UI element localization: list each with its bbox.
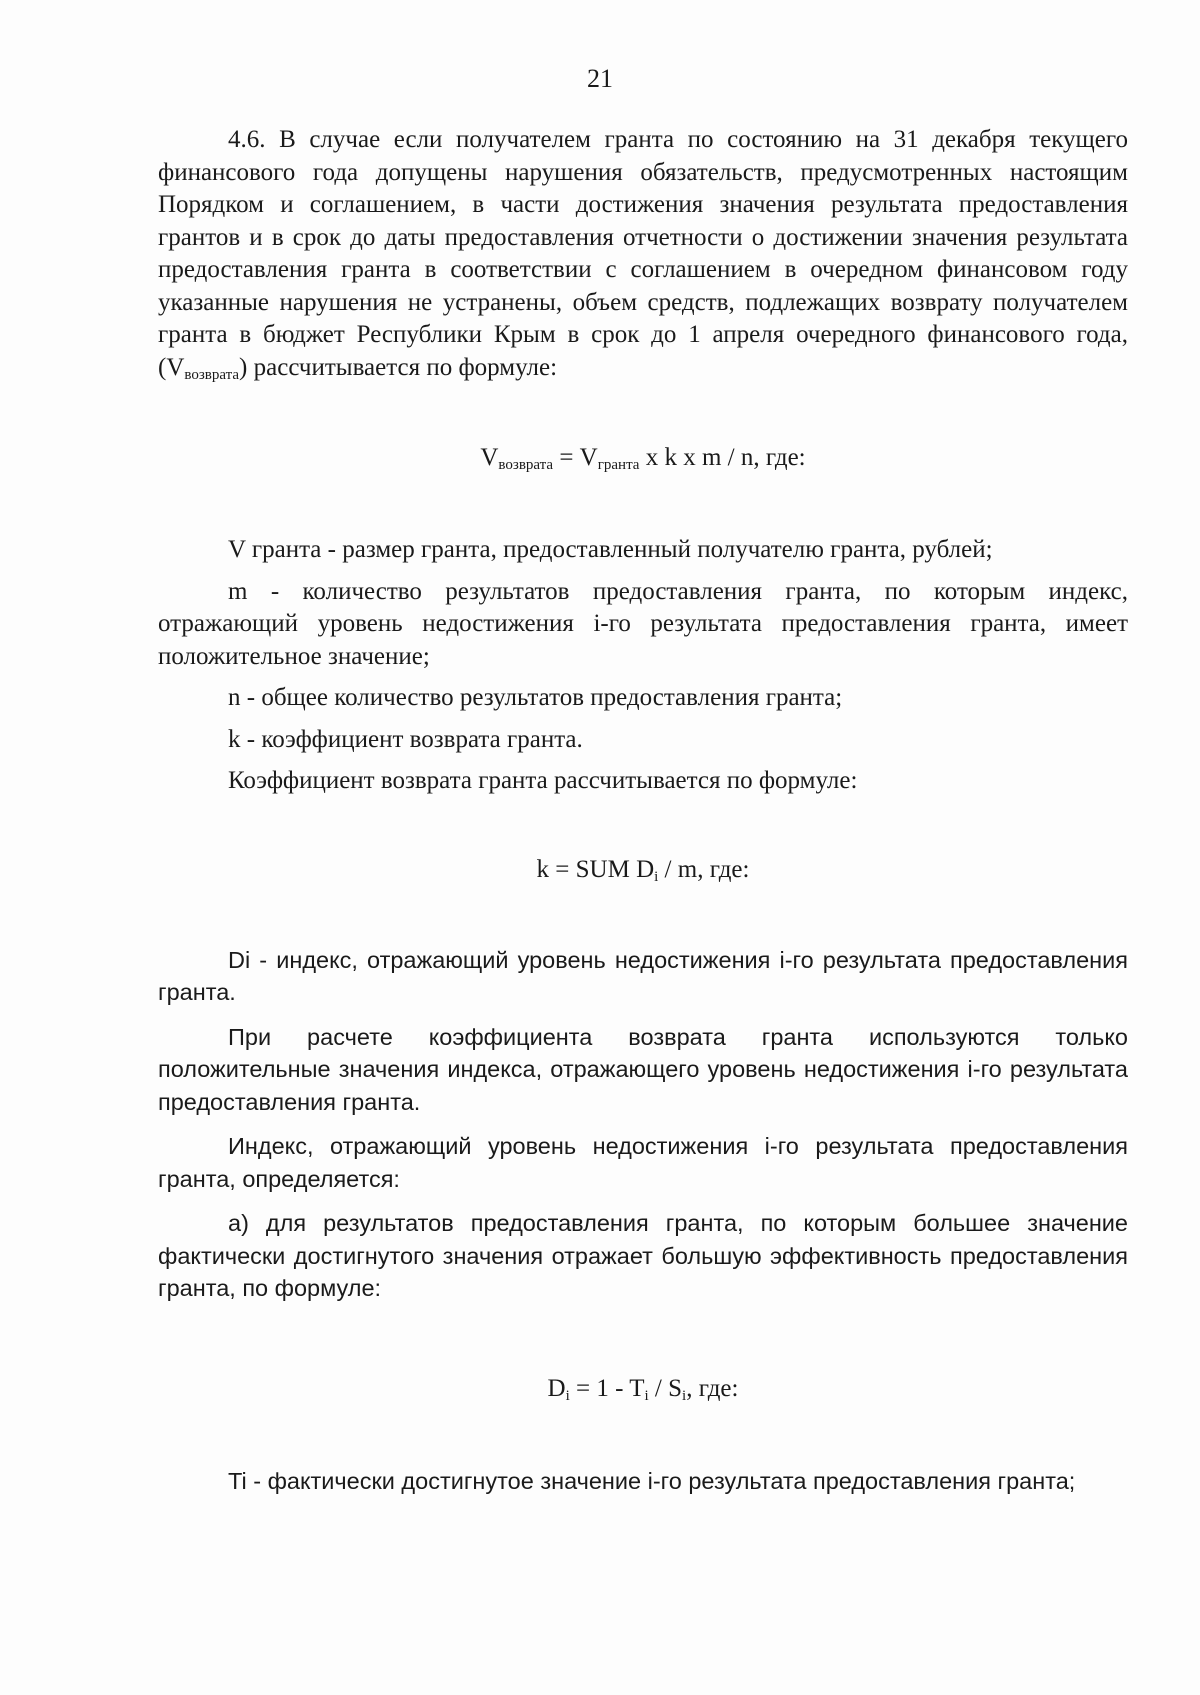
formula-v-eq: = V bbox=[553, 444, 598, 471]
paragraph-4-6 bbox=[158, 124, 1128, 384]
k-formula-intro: Коэффициент возврата гранта рассчитывается по формуле: bbox=[228, 767, 858, 794]
formula-v-rest: x k x m / n, где: bbox=[639, 444, 806, 471]
definition-di: Di - индекс, отражающий уровень недостижения i-го результата предоставления гранта. bbox=[158, 946, 1128, 1005]
page-number: 21 bbox=[587, 64, 613, 93]
formula-k-sub: i bbox=[654, 868, 659, 885]
formula-k-tail: / m, где: bbox=[658, 855, 750, 883]
formula-di-s-sub: i bbox=[682, 1387, 687, 1404]
formula-k bbox=[158, 854, 1128, 886]
formula-di-d: D bbox=[547, 1374, 566, 1402]
formula-di-mid: = 1 - T bbox=[569, 1374, 645, 1402]
formula-v-return bbox=[158, 442, 1128, 474]
paragraph-positive-values: При расчете коэффициента возврата гранта используются только положительные значения индекса, отражающего уровень недостижения i-го результата предоставления гранта. bbox=[158, 1023, 1128, 1115]
formula-v-lhs: V bbox=[480, 444, 499, 471]
formula-di-d-sub: i bbox=[565, 1387, 570, 1404]
formula-v-rhs-sub: гранта bbox=[597, 457, 640, 473]
paragraph-case-a: а) для результатов предоставления гранта, по которым большее значение фактически достигнутого значения отражает большую эффективность предоставления гранта, по формуле: bbox=[158, 1210, 1128, 1301]
definition-ti: Ti - фактически достигнутое значение i-го результата предоставления гранта; bbox=[228, 1467, 1076, 1494]
definition-v-granta: V гранта - размер гранта, предоставленный получателю гранта, рублей; bbox=[228, 536, 993, 563]
document-body bbox=[158, 124, 1128, 1497]
subscript-vozvrata: возврата bbox=[184, 366, 240, 383]
formula-di bbox=[158, 1373, 1128, 1405]
paragraph-index-definition: Индекс, отражающий уровень недостижения i-го результата предоставления гранта, определяется: bbox=[158, 1133, 1128, 1192]
paragraph-4-6-text: 4.6. В случае если получателем гранта по состоянию на 31 декабря текущего финансового года допущены нарушения обязательств, предусмотренных настоящим Порядком и соглашением, в части достижения значения результата предоставления грантов и в срок до даты предоставления отчетности о достижении значения результата предоставления гранта в соответствии с соглашением в очередном финансовом году указанные нарушения не устранены, объем средств, подлежащих возврату получателем гранта в бюджет Республики Крым в срок до 1 апреля очередного финансового года, (V bbox=[158, 126, 1128, 381]
formula-di-t-sub: i bbox=[644, 1387, 649, 1404]
definition-n: n - общее количество результатов предоставления гранта; bbox=[228, 684, 843, 711]
formula-v-lhs-sub: возврата bbox=[498, 457, 554, 473]
formula-di-slash: / S bbox=[648, 1374, 683, 1402]
formula-k-main: k = SUM D bbox=[536, 855, 655, 883]
paragraph-4-6-tail: ) рассчитывается по формуле: bbox=[239, 353, 558, 381]
formula-di-tail: , где: bbox=[686, 1374, 739, 1402]
definition-k: k - коэффициент возврата гранта. bbox=[228, 725, 583, 753]
definition-m: m - количество результатов предоставления гранта, по которым индекс, отражающий уровень недостижения i-го результата предоставления гранта, имеет положительное значение; bbox=[158, 577, 1128, 670]
